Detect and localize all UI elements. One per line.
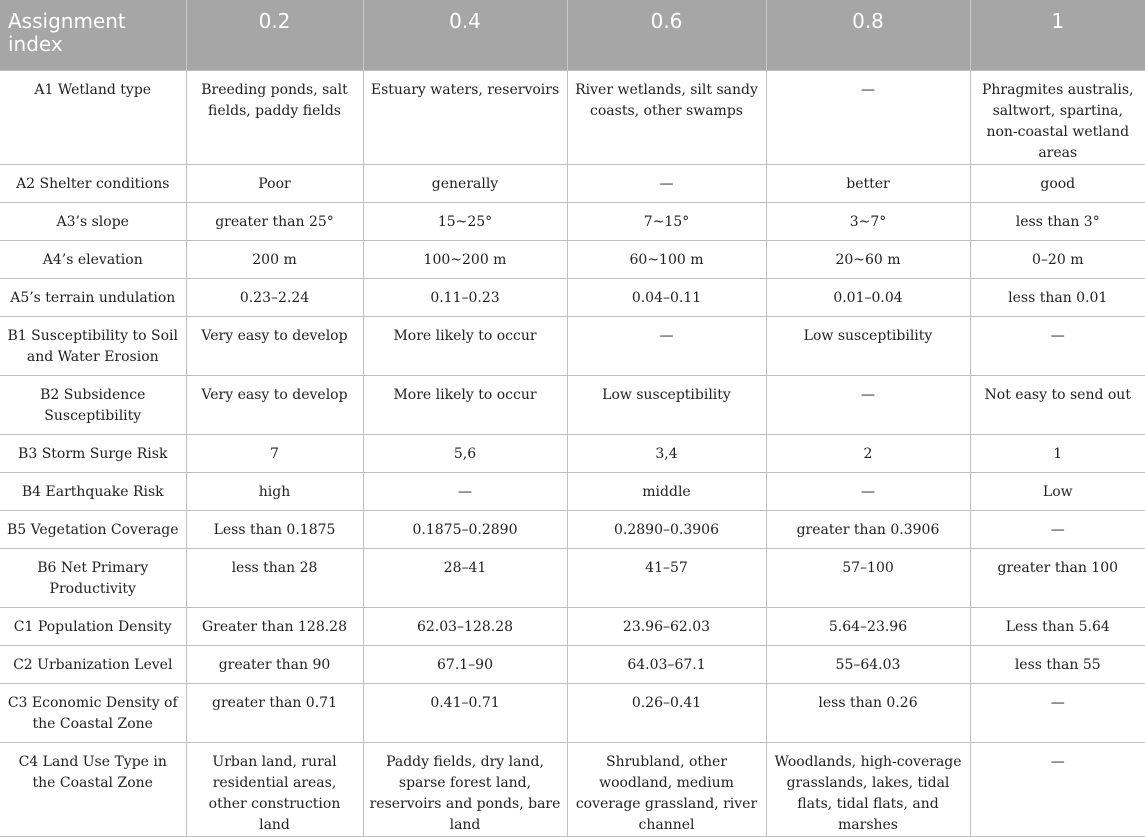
table-cell: 67.1–90: [363, 645, 567, 683]
table-cell: —: [970, 683, 1145, 742]
table-cell: 0.11–0.23: [363, 278, 567, 316]
table-cell: 0.2890–0.3906: [567, 510, 766, 548]
table-cell: greater than 0.71: [186, 683, 363, 742]
table-cell: Very easy to develop: [186, 316, 363, 375]
table-cell: C4 Land Use Type in the Coastal Zone: [0, 742, 186, 836]
table-cell: 100~200 m: [363, 240, 567, 278]
table-cell: 200 m: [186, 240, 363, 278]
table-cell: 60~100 m: [567, 240, 766, 278]
table-cell: 23.96–62.03: [567, 607, 766, 645]
table-header: [0, 0, 1145, 70]
table-cell: B1 Susceptibility to Soil and Water Erosion: [0, 316, 186, 375]
table-cell: 5,6: [363, 434, 567, 472]
table-cell: less than 0.01: [970, 278, 1145, 316]
table-cell: Phragmites australis, saltwort, spartina, non-coastal wetland areas: [970, 70, 1145, 164]
table-cell: C2 Urbanization Level: [0, 645, 186, 683]
table-cell: Poor: [186, 164, 363, 202]
table-cell: —: [970, 316, 1145, 375]
table-cell: Very easy to develop: [186, 375, 363, 434]
table-cell: Breeding ponds, salt fields, paddy fields: [186, 70, 363, 164]
table-row: [0, 70, 1145, 164]
table-cell: B3 Storm Surge Risk: [0, 434, 186, 472]
table-cell: 64.03–67.1: [567, 645, 766, 683]
table-row: [0, 548, 1145, 607]
header-cell: 0.2: [186, 0, 363, 70]
table-cell: middle: [567, 472, 766, 510]
table-cell: 15~25°: [363, 202, 567, 240]
table-cell: B5 Vegetation Coverage: [0, 510, 186, 548]
table-cell: 5.64–23.96: [766, 607, 970, 645]
table-cell: River wetlands, silt sandy coasts, other swamps: [567, 70, 766, 164]
table-cell: —: [567, 316, 766, 375]
table-cell: 0.23–2.24: [186, 278, 363, 316]
table-cell: 7~15°: [567, 202, 766, 240]
header-cell: 0.6: [567, 0, 766, 70]
table-row: [0, 510, 1145, 548]
table-cell: Greater than 128.28: [186, 607, 363, 645]
table-row: [0, 316, 1145, 375]
table-cell: Not easy to send out: [970, 375, 1145, 434]
table-cell: A2 Shelter conditions: [0, 164, 186, 202]
table-cell: less than 3°: [970, 202, 1145, 240]
header-cell: Assignment index: [0, 0, 186, 70]
table-cell: —: [766, 70, 970, 164]
header-cell: 0.4: [363, 0, 567, 70]
table-cell: good: [970, 164, 1145, 202]
table-cell: less than 0.26: [766, 683, 970, 742]
table-cell: greater than 100: [970, 548, 1145, 607]
table-cell: Low: [970, 472, 1145, 510]
table-cell: Woodlands, high-coverage grasslands, lakes, tidal flats, tidal flats, and marshes: [766, 742, 970, 836]
table-cell: 57–100: [766, 548, 970, 607]
table-row: [0, 375, 1145, 434]
table-cell: Less than 5.64: [970, 607, 1145, 645]
table-cell: B6 Net Primary Productivity: [0, 548, 186, 607]
table-cell: —: [567, 164, 766, 202]
table-cell: —: [970, 742, 1145, 836]
table-cell: high: [186, 472, 363, 510]
table-cell: 62.03–128.28: [363, 607, 567, 645]
table-cell: Urban land, rural residential areas, other construction land: [186, 742, 363, 836]
table-row: [0, 683, 1145, 742]
table-cell: Paddy fields, dry land, sparse forest land, reservoirs and ponds, bare land: [363, 742, 567, 836]
table-cell: A1 Wetland type: [0, 70, 186, 164]
table-cell: C1 Population Density: [0, 607, 186, 645]
header-cell: 1: [970, 0, 1145, 70]
table-cell: Low susceptibility: [567, 375, 766, 434]
table-cell: A3’s slope: [0, 202, 186, 240]
header-row: [0, 0, 1145, 70]
table-cell: —: [766, 472, 970, 510]
table-cell: A5’s terrain undulation: [0, 278, 186, 316]
table-cell: 7: [186, 434, 363, 472]
table-cell: 0–20 m: [970, 240, 1145, 278]
table-cell: Less than 0.1875: [186, 510, 363, 548]
table-cell: More likely to occur: [363, 316, 567, 375]
table-cell: greater than 0.3906: [766, 510, 970, 548]
table-row: [0, 240, 1145, 278]
table-cell: Shrubland, other woodland, medium coverage grassland, river channel: [567, 742, 766, 836]
table-row: [0, 472, 1145, 510]
table-cell: 0.1875–0.2890: [363, 510, 567, 548]
table-cell: A4’s elevation: [0, 240, 186, 278]
table-cell: 0.04–0.11: [567, 278, 766, 316]
table-cell: B2 Subsidence Susceptibility: [0, 375, 186, 434]
table-cell: Estuary waters, reservoirs: [363, 70, 567, 164]
table-cell: 20~60 m: [766, 240, 970, 278]
table-cell: 0.41–0.71: [363, 683, 567, 742]
table-cell: less than 55: [970, 645, 1145, 683]
table-cell: Low susceptibility: [766, 316, 970, 375]
table-cell: generally: [363, 164, 567, 202]
table-cell: better: [766, 164, 970, 202]
header-cell: 0.8: [766, 0, 970, 70]
table-cell: 3~7°: [766, 202, 970, 240]
table-cell: 0.01–0.04: [766, 278, 970, 316]
table-cell: More likely to occur: [363, 375, 567, 434]
table-cell: 55–64.03: [766, 645, 970, 683]
table-cell: B4 Earthquake Risk: [0, 472, 186, 510]
table-cell: 0.26–0.41: [567, 683, 766, 742]
table-cell: greater than 90: [186, 645, 363, 683]
table-cell: 1: [970, 434, 1145, 472]
table-body: [0, 70, 1145, 836]
table-row: [0, 202, 1145, 240]
table-cell: —: [363, 472, 567, 510]
table-cell: 2: [766, 434, 970, 472]
table-cell: —: [970, 510, 1145, 548]
table-cell: less than 28: [186, 548, 363, 607]
table-cell: greater than 25°: [186, 202, 363, 240]
table-cell: C3 Economic Density of the Coastal Zone: [0, 683, 186, 742]
table-cell: 41–57: [567, 548, 766, 607]
table-cell: —: [766, 375, 970, 434]
table-row: [0, 645, 1145, 683]
table-row: [0, 278, 1145, 316]
table-cell: 28–41: [363, 548, 567, 607]
table-cell: 3,4: [567, 434, 766, 472]
table-row: [0, 164, 1145, 202]
table-row: [0, 607, 1145, 645]
table-row: [0, 434, 1145, 472]
table-row: [0, 742, 1145, 836]
